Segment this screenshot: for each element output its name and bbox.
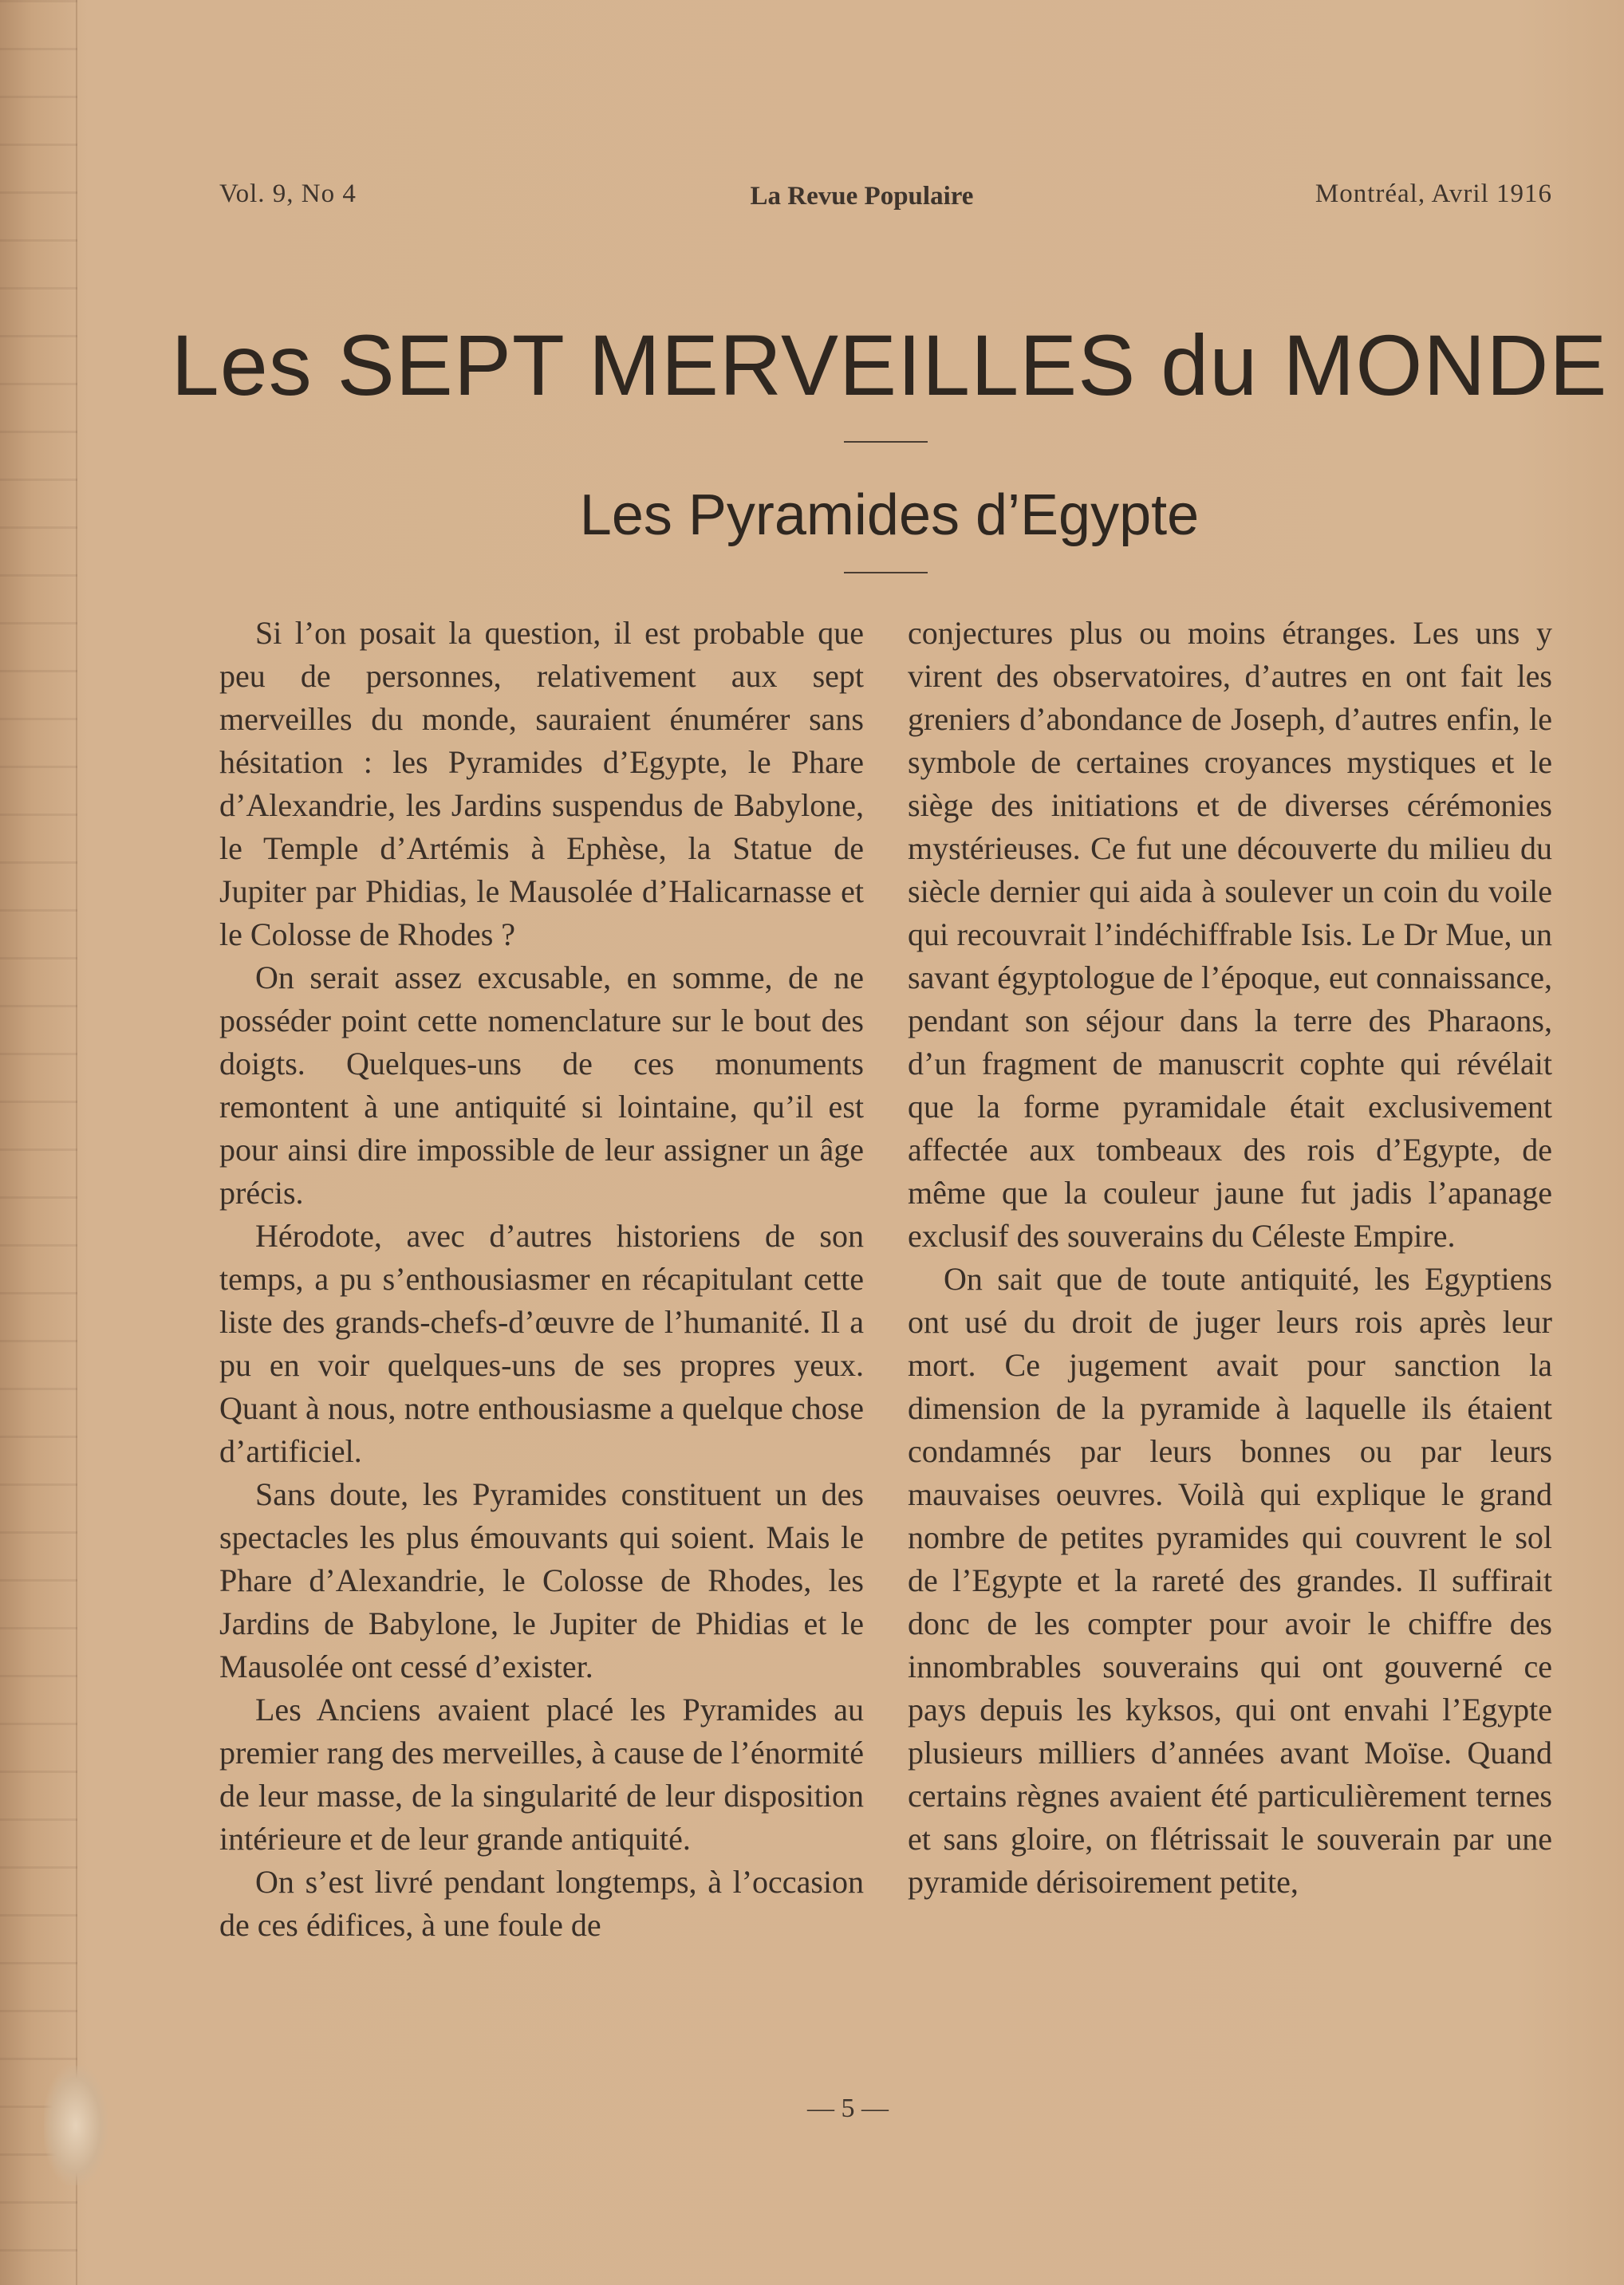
binding-edge bbox=[0, 0, 77, 2285]
subtitle-divider bbox=[844, 572, 928, 573]
paragraph: On sait que de toute antiquité, les Egyptiens ont usé du droit de juger leurs rois après leur mort. Ce jugement avait pour sanction la dimension de la pyramide à laquelle ils étaient condamnés par leurs bonnes ou par leurs mauvaises oeuvres. Voilà qui explique le grand nombre de petites pyramides qui couvrent le sol de l’Egypte et la rareté des grandes. Il suffirait donc de les compter pour avoir le chiffre des innombrables souverains qui ont gouverné ce pays depuis les kyksos, qui ont envahi l’Egypte plusieurs milliers d’années avant Moïse. Quand certains règnes avaient été particulièrement ternes et sans gloire, on flétrissait le souverain par une pyramide dérisoirement petite, bbox=[908, 1261, 1552, 1900]
paragraph: Hérodote, avec d’autres historiens de son temps, a pu s’enthousiasmer en récapitulant cette liste des grands-chefs-d’œuvre de l’humanité. Il a pu en voir quelques-uns de ses propres yeux. Quant à nous, notre enthousiasme a quelque chose d’artificiel. bbox=[219, 1218, 864, 1469]
paragraph: Si l’on posait la question, il est probable que peu de personnes, relativement aux sept merveilles du monde, sauraient énumérer sans hésitation : les Pyramides d’Egypte, le Phare d’Alexandrie, les Jardins suspendus de Babylone, le Temple d’Artémis à Ephèse, la Statue de Jupiter par Phidias, le Mausolée d’Halicarnasse et le Colosse de Rhodes ? bbox=[219, 615, 864, 952]
article-title: Les SEPT MERVEILLES du MONDE bbox=[171, 317, 1608, 413]
paragraph: Les Anciens avaient placé les Pyramides au premier rang des merveilles, à cause de l’énormité de leur masse, de la singularité de leur disposition intérieure et de leur grande antiquité. bbox=[219, 1692, 864, 1857]
publication-name: La Revue Populaire bbox=[750, 182, 974, 211]
text-column-left bbox=[219, 612, 864, 1947]
page-number: — 5 — bbox=[807, 2094, 889, 2123]
paragraph: Sans doute, les Pyramides constituent un des spectacles les plus émouvants qui soient. Mais le Phare d’Alexandrie, le Colosse de Rhodes, les Jardins de Babylone, le Jupiter de Phidias et le Mausolée ont cessé d’exister. bbox=[219, 1476, 864, 1684]
paragraph-continued: conjectures plus ou moins étranges. Les uns y virent des observatoires, d’autres en ont fait les greniers d’abondance de Joseph, d’autres enfin, le symbole de certaines croyances mystiques et le siège des initiations et de diverses cérémonies mystérieuses. Ce fut une découverte du milieu du siècle dernier qui aida à soulever un coin du voile qui recouvrait l’indéchiffrable Isis. Le Dr Mue, un savant égyptologue de l’époque, eut connaissance, pendant son séjour dans la terre des Pharaons, d’un fragment de manuscrit cophte qui révélait que la forme pyramidale était exclusivement affectée aux tombeaux des rois d’Egypte, de même que la couleur jaune fut jadis l’apanage exclusif des souverains du Céleste Empire. bbox=[908, 615, 1552, 1254]
article-subtitle: Les Pyramides d’Egypte bbox=[579, 483, 1200, 547]
place-date: Montréal, Avril 1916 bbox=[1315, 179, 1552, 208]
text-column-right bbox=[908, 612, 1552, 1904]
volume-number: Vol. 9, No 4 bbox=[219, 179, 357, 208]
paragraph: On serait assez excusable, en somme, de ne posséder point cette nomenclature sur le bout des doigts. Quelques-uns de ces monuments remontent à une antiquité si lointaine, qu’il est pour ainsi dire impossible de leur assigner un âge précis. bbox=[219, 959, 864, 1211]
paper-tear bbox=[44, 2066, 108, 2185]
running-header bbox=[219, 179, 1552, 219]
paragraph: On s’est livré pendant longtemps, à l’occasion de ces édifices, à une foule de bbox=[219, 1864, 864, 1943]
title-divider bbox=[844, 441, 928, 443]
